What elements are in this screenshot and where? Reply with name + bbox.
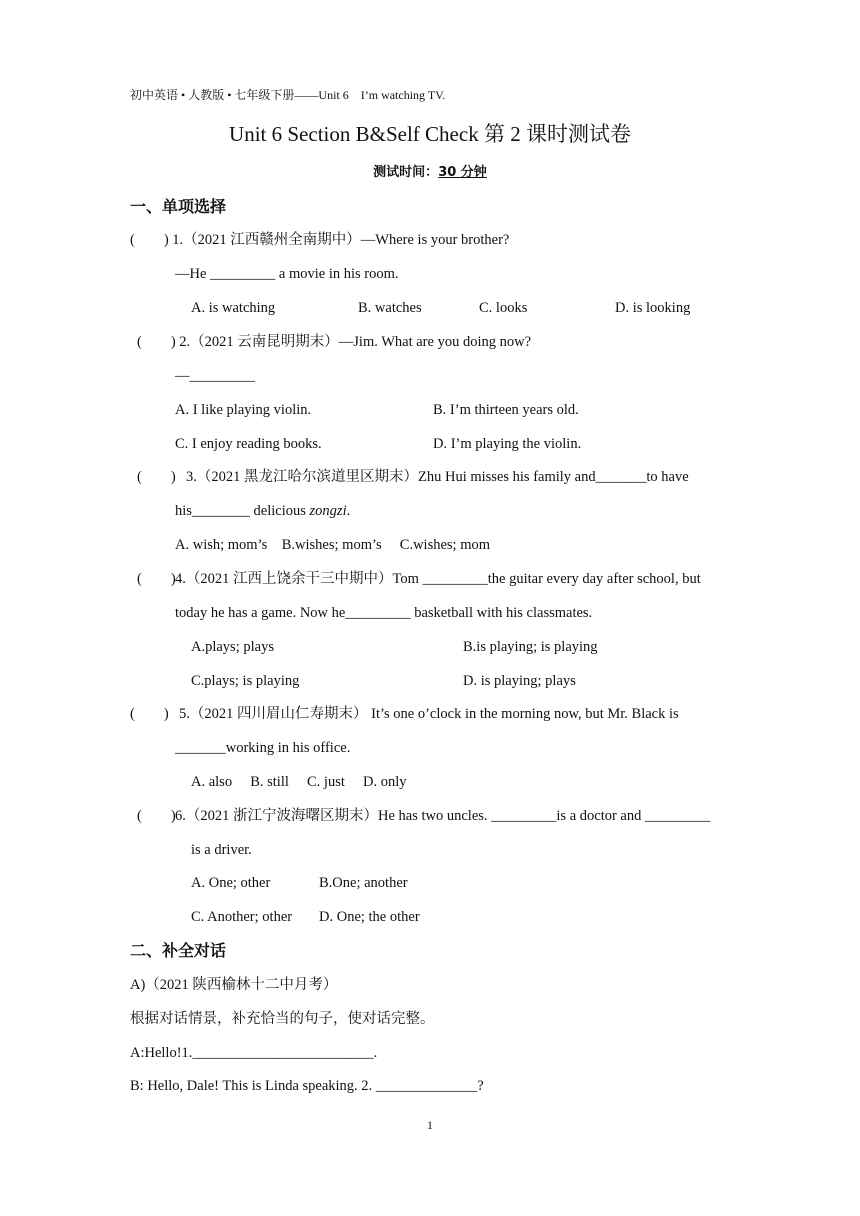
question-3-stem [186,468,730,486]
section-2-sub: A)（2021 陕西榆林十二中月考） [130,977,338,993]
section-1-heading: 一、单项选择 [130,197,227,216]
question-3-line2-italic: zongzi [309,503,347,519]
question-5-stem: 5.（2021 四川眉山仁寿期末） It’s one o’clock in the morning now, but Mr. Black is [179,706,679,722]
test-time-label: 测试时间： [373,165,439,180]
question-2-option-a: A. I like playing violin. [175,402,312,418]
dialogue-line-a: A:Hello!1._________________________. [130,1045,378,1061]
question-2-line2: —_________ [175,368,255,384]
question-4-paren: ( ) [137,571,176,587]
question-3-stem-text: 3.（2021 黑龙江哈尔滨道里区期末）Zhu Hui misses his family and_______to have [186,469,689,485]
question-2-stem: ( ) 2.（2021 云南昆明期末）—Jim. What are you doing now? [137,334,532,350]
question-1-stem: ( ) 1.（2021 江西赣州全南期中）—Where is your brother? [130,232,510,248]
question-3-line2-post: . [346,503,351,519]
question-6-option-d: D. One; the other [319,909,420,925]
question-1-option-c: C. looks [479,300,528,316]
question-6-paren: ( ) [137,808,176,824]
question-6-stem: 6.（2021 浙江宁波海曙区期末）He has two uncles. _________is a doctor and _________ [175,808,711,824]
question-2-option-d: D. I’m playing the violin. [433,436,582,452]
page-header: 初中英语 • 人教版 • 七年级下册——Unit 6 I’m watching TV. [130,88,446,102]
question-6-option-a: A. One; other [191,875,271,891]
question-3-line2-pre: his________ delicious [175,503,310,519]
question-4-option-b: B.is playing; is playing [463,639,598,655]
question-1-line2: —He _________ a movie in his room. [175,266,399,282]
question-2-option-c: C. I enjoy reading books. [175,436,322,452]
question-5-paren: ( ) [130,706,169,722]
question-6-option-c: C. Another; other [191,909,293,925]
question-4-option-d: D. is playing; plays [463,673,576,689]
page-number: 1 [427,1118,433,1132]
question-1-option-a: A. is watching [191,300,276,316]
question-3-paren: ( ) [137,469,176,485]
question-6-line2: is a driver. [191,842,252,858]
question-3-line2 [175,502,350,520]
question-2-option-b: B. I’m thirteen years old. [433,402,579,418]
test-time-value: 30 分钟 [438,165,487,180]
question-5-options: A. also B. still C. just D. only [191,774,407,790]
section-2-instruction: 根据对话情景，补充恰当的句子，使对话完整。 [130,1011,435,1027]
question-6-option-b: B.One; another [319,875,408,891]
question-4-option-c: C.plays; is playing [191,673,300,689]
section-2-heading: 二、补全对话 [130,941,227,960]
question-4-option-a: A.plays; plays [191,639,274,655]
page-title: Unit 6 Section B&Self Check 第 2 课时测试卷 [229,122,631,146]
question-1-option-b: B. watches [358,300,422,316]
question-4-line2: today he has a game. Now he_________ basketball with his classmates. [175,605,593,621]
question-3-options: A. wish; mom’s B.wishes; mom’s C.wishes; mom [175,537,490,553]
test-time [0,164,860,182]
question-1-option-d: D. is looking [615,300,691,316]
question-5-line2: _______working in his office. [175,740,351,756]
question-4-stem: 4.（2021 江西上饶余干三中期中）Tom _________the guitar every day after school, but [175,571,701,587]
dialogue-line-b: B: Hello, Dale! This is Linda speaking. 2. ______________? [130,1078,484,1094]
